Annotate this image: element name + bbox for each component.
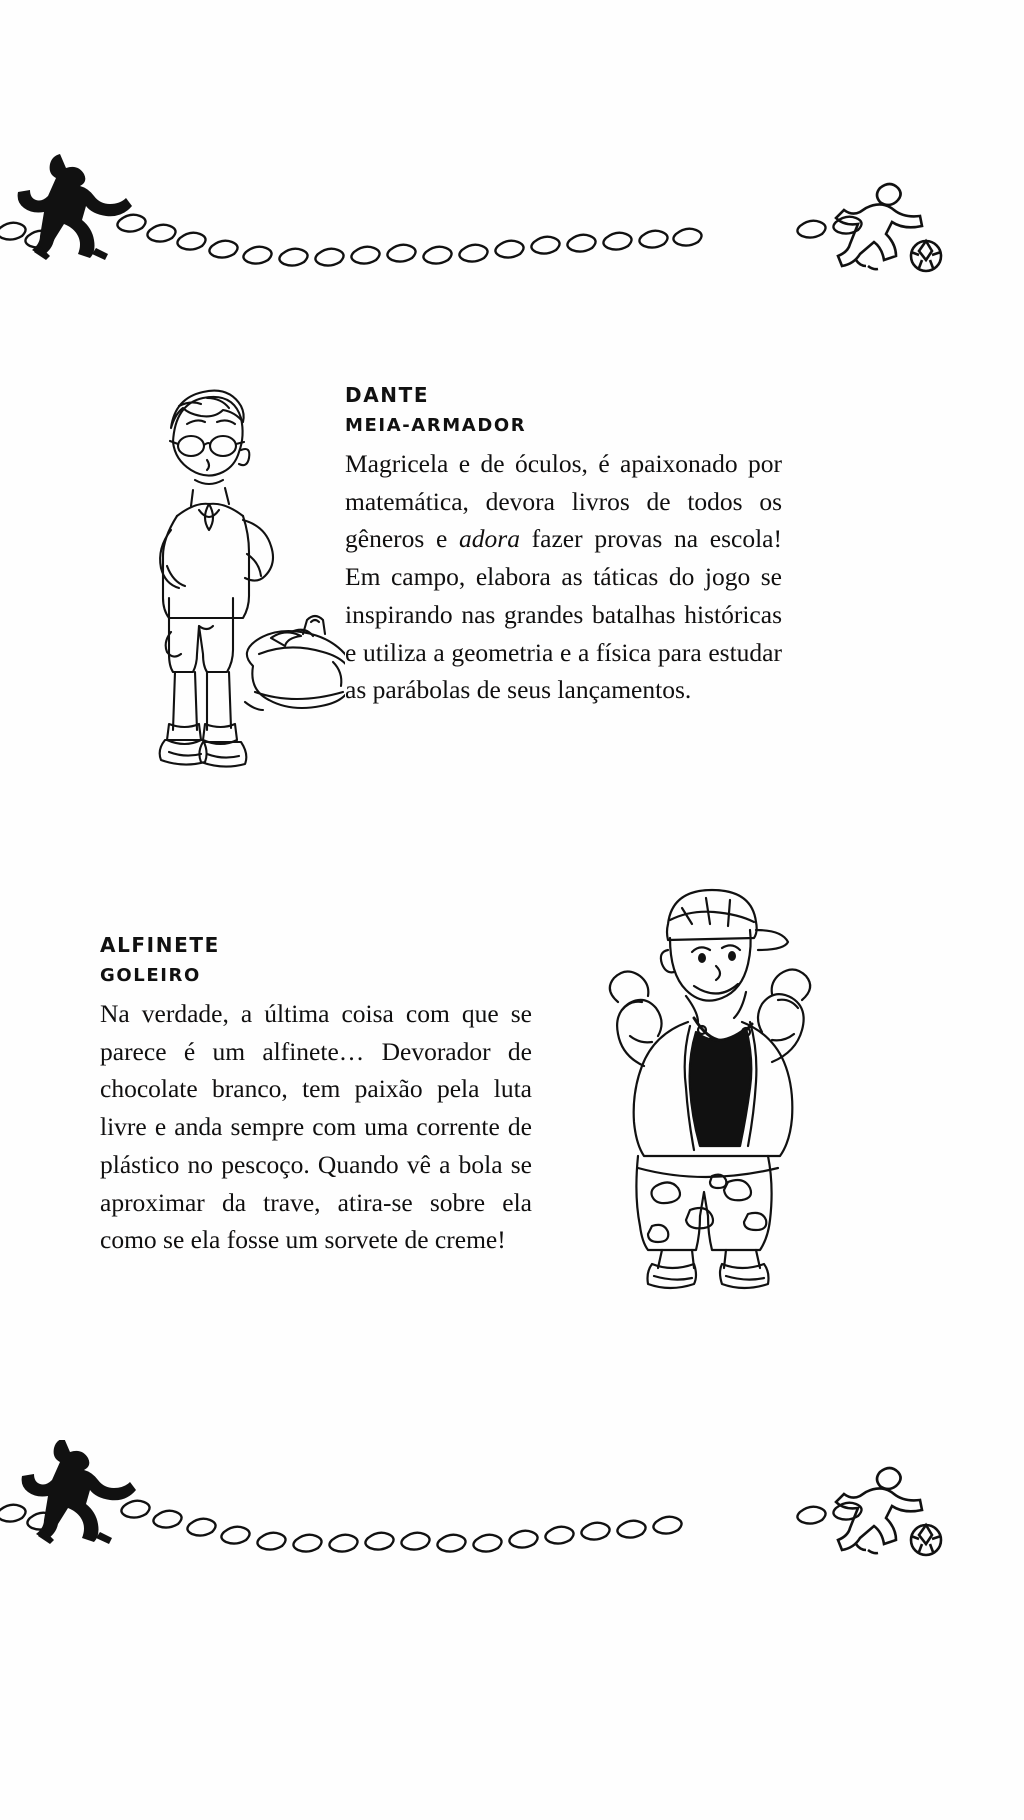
character-role-dante: MEIA-ARMADOR — [345, 415, 527, 436]
desc-emphasis: adora — [459, 524, 520, 554]
desc-part-1: Magricela e de óculos, é apaixonado por matemática, devora livros de todos os gêneros e — [345, 449, 782, 554]
character-name-alfinete: ALFINETE — [100, 933, 220, 957]
character-description-alfinete: Na verdade, a última coisa com que se parece é um alfinete… Devorador de chocolate branco, tem paixão pela luta livre e anda sempre com uma corrente de plástico no pescoço. Quando vê a bola se aproximar da trave, atira-se sobre ela como se ela fosse um sorvete de creme! — [100, 999, 532, 1255]
outline-running-boy-with-ball-bottom-right — [836, 1468, 941, 1555]
outline-running-boy-with-ball-top-right — [836, 184, 941, 271]
character-role-alfinete: GOLEIRO — [100, 965, 201, 986]
desc-part-2: fazer provas na escola! Em campo, elabora as táticas do jogo se inspirando nas grandes batalhas históricas e utiliza a geometria e a física para estudar as parábolas de seus lançamentos. — [345, 524, 782, 705]
bottom-decorative-trail — [0, 1440, 1024, 1570]
character-description-dante — [345, 445, 782, 709]
illustration-dante — [95, 380, 345, 780]
character-name-dante: DANTE — [345, 383, 430, 407]
text-column-dante — [345, 380, 782, 709]
silhouette-running-boy-top-left — [18, 154, 132, 260]
top-decorative-trail — [0, 150, 1024, 280]
text-column-alfinete — [100, 930, 532, 1259]
character-entry-dante — [0, 380, 1024, 800]
character-entry-alfinete — [0, 930, 1024, 1350]
illustration-alfinete — [560, 850, 860, 1290]
